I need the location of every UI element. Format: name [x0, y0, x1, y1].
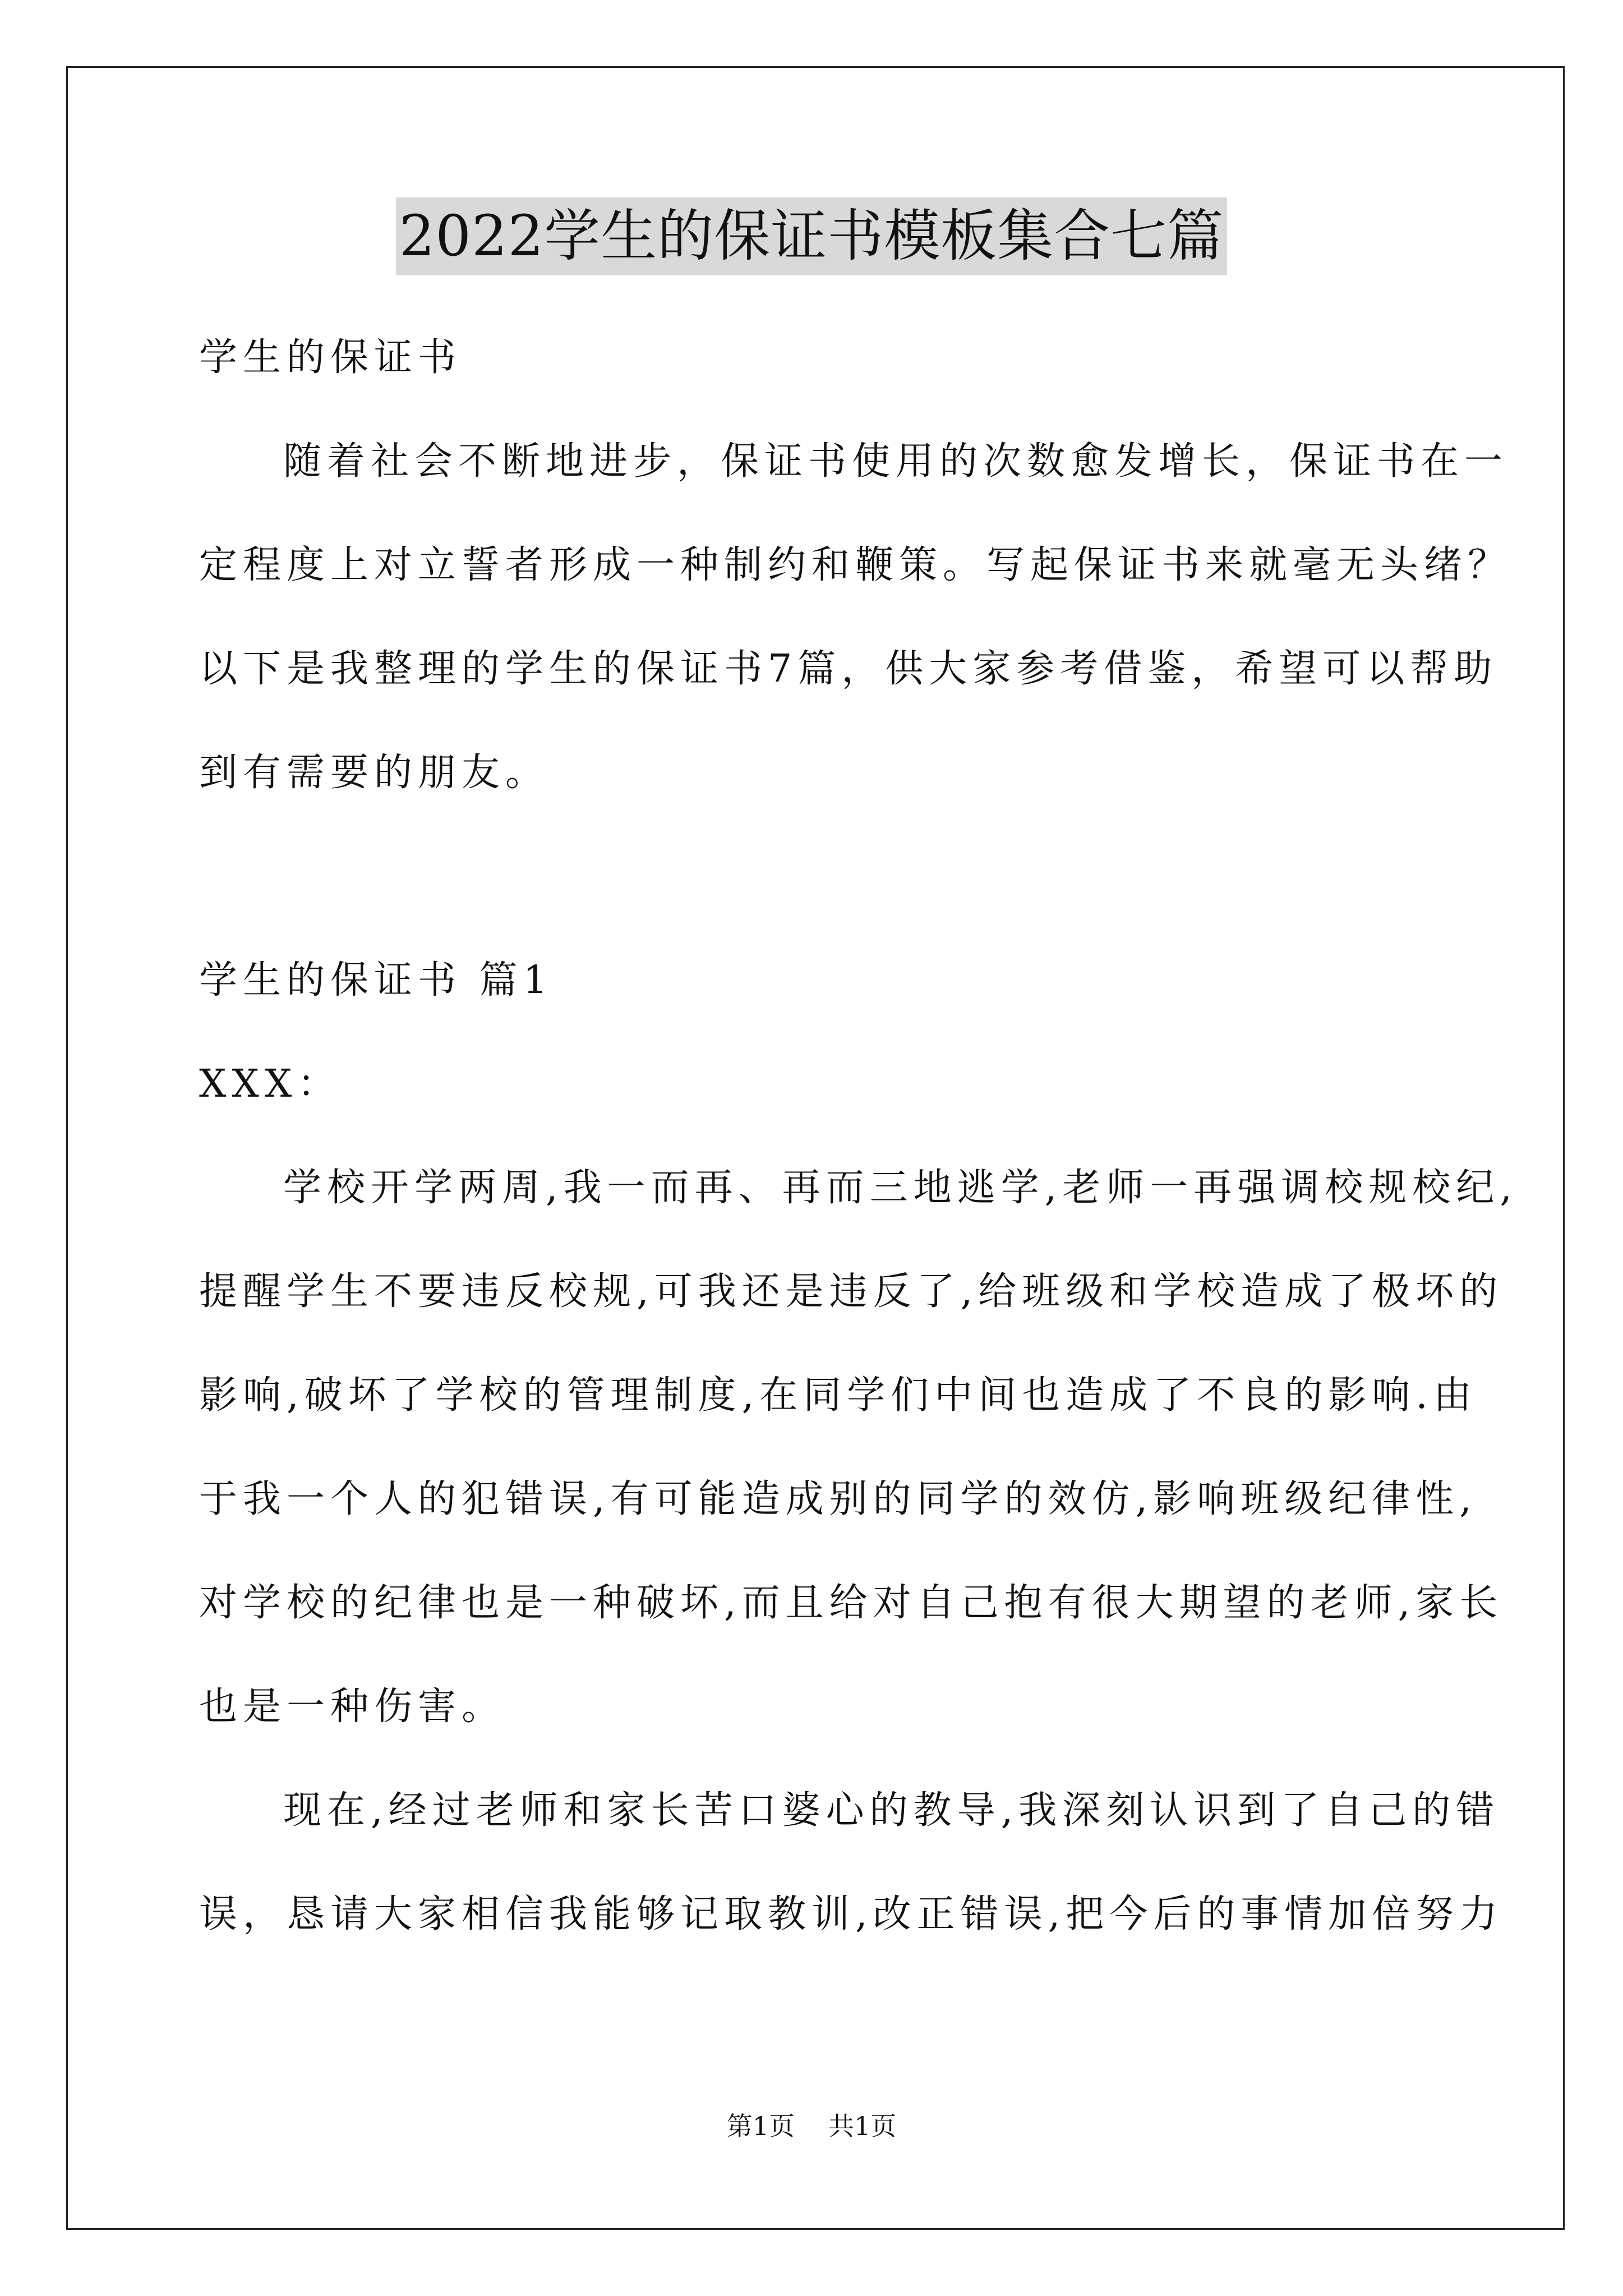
- salutation: XXX：: [199, 1062, 342, 1106]
- paragraph-line: 到有需要的朋友。: [199, 751, 550, 795]
- paragraph-line: 定程度上对立誓者形成一种制约和鞭策。写起保证书来就毫无头绪？: [199, 543, 1512, 587]
- paragraph-line: 误，恳请大家相信我能够记取教训,改正错误,把今后的事情加倍努力: [199, 1892, 1504, 1936]
- paragraph-line: 对学校的纪律也是一种破坏,而且给对自己抱有很大期望的老师,家长: [199, 1581, 1504, 1625]
- document-title: 2022学生的保证书模板集合七篇: [396, 197, 1228, 275]
- paragraph-line: 学校开学两周,我一而再、再而三地逃学,老师一再强调校规校纪,: [283, 1166, 1518, 1210]
- section-heading: 学生的保证书: [199, 335, 462, 380]
- paragraph-line: 随着社会不断地进步，保证书使用的次数愈发增长，保证书在一: [283, 439, 1509, 484]
- paragraph-line: 也是一种伤害。: [199, 1685, 506, 1729]
- paragraph-line: 以下是我整理的学生的保证书7篇，供大家参考借鉴，希望可以帮助: [199, 647, 1498, 691]
- page-total: 共1页: [828, 2111, 897, 2141]
- document-body: [199, 306, 1518, 1966]
- title-area: [0, 197, 1623, 275]
- page-number: 第1页: [726, 2111, 795, 2141]
- paragraph-line: 影响,破坏了学校的管理制度,在同学们中间也造成了不良的影响.由: [199, 1373, 1477, 1418]
- paragraph-line: 现在,经过老师和家长苦口婆心的教导,我深刻认识到了自己的错: [283, 1788, 1500, 1833]
- paragraph-line: 于我一个人的犯错误,有可能造成别的同学的效仿,影响班级纪律性,: [199, 1477, 1477, 1521]
- paragraph-line: 提醒学生不要违反校规,可我还是违反了,给班级和学校造成了极坏的: [199, 1269, 1504, 1314]
- page-footer: [0, 2109, 1623, 2143]
- section-heading: 学生的保证书 篇1: [199, 958, 553, 1002]
